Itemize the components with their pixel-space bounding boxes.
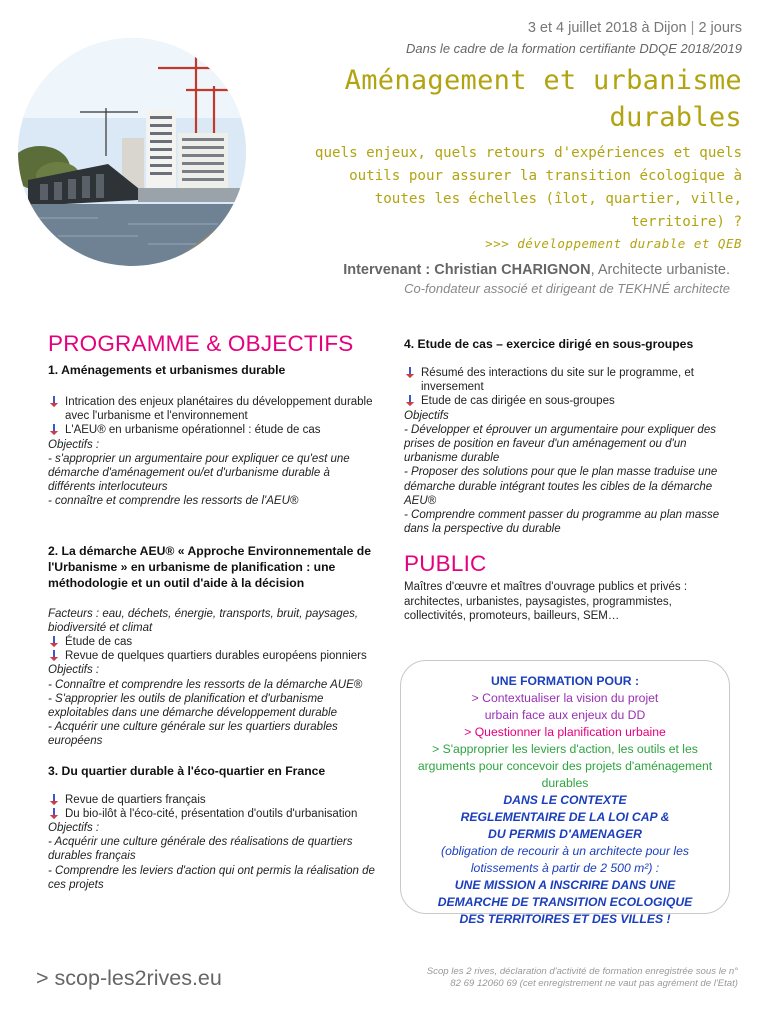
- objective: - Développer et éprouver un argumentaire pour expliquer des prises de position en faveur d'un aménagement ou d'un urbanisme durable: [404, 423, 716, 465]
- objectives-label: Objectifs :: [48, 822, 100, 835]
- date-separator: |: [690, 20, 695, 36]
- objective: - Acquérir une culture générale sur les quartiers durables européens: [48, 721, 338, 748]
- city-waterfront-photo: [18, 38, 246, 266]
- arrow-bullet-icon: [49, 396, 59, 407]
- objectives-label: Objectifs :: [48, 664, 100, 677]
- section-2-title: 2. La démarche AEU® « Approche Environnementale de l'Urbanisme » en urbanisme de planification : une méthodologie et un outil d'aide à la décision: [48, 543, 372, 590]
- page-title: Aménagement et urbanisme durables: [344, 65, 742, 133]
- programme-column: [48, 330, 378, 892]
- list-item-text: L'AEU® en urbanisme opérationnel : étude de cas: [65, 424, 321, 437]
- list-item: [48, 793, 378, 807]
- objective: - connaître et comprendre les ressorts de l'AEU®: [48, 495, 299, 508]
- website-link[interactable]: > scop-les2rives.eu: [36, 966, 222, 990]
- arrow-bullet-icon: [49, 650, 59, 661]
- arrow-bullet-icon: [49, 424, 59, 435]
- objective: - Acquérir une culture générale des réalisations de quartiers durables français: [48, 836, 353, 863]
- speaker-name: Intervenant : Christian CHARIGNON: [343, 262, 591, 278]
- list-item: [404, 394, 724, 408]
- box-line-questionner: > Questionner la planification urbaine: [464, 725, 666, 739]
- event-duration: 2 jours: [698, 20, 742, 36]
- list-item-text: Résumé des interactions du site sur le programme, et inversement: [421, 367, 694, 394]
- arrow-bullet-icon: [49, 636, 59, 647]
- speaker-role: , Architecte urbaniste.: [590, 262, 730, 278]
- legal-notice: Scop les 2 rives, déclaration d'activité de formation enregistrée sous le n° 82 69 12060 69 (cet enregistrement ne vaut pas agrément de l'Etat): [426, 966, 738, 989]
- objective: - Comprendre comment passer du programme au plan masse dans la perspective du durable: [404, 509, 720, 536]
- list-item-text: Étude de cas: [65, 636, 133, 649]
- arrow-bullet-icon: [49, 794, 59, 805]
- list-item: [48, 807, 378, 821]
- section-1-title: 1. Aménagements et urbanismes durable: [48, 363, 286, 377]
- box-obligation: (obligation de recourir à un architecte pour les lotissements à partir de 2 500 m²) :: [441, 844, 689, 875]
- objective: - Proposer des solutions pour que le plan masse traduise une démarche durable intégrant toutes les cibles de la démarche AEU®: [404, 466, 718, 507]
- list-item: [404, 366, 724, 394]
- event-date: 3 et 4 juillet 2018 à Dijon: [527, 20, 687, 36]
- page-subtitle: quels enjeux, quels retours d'expériences et quels outils pour assurer la transition écologique à toutes les échelles (îlot, quartier, ville, territoire) ?: [314, 145, 742, 230]
- objectives-label: Objectifs: [404, 409, 449, 422]
- date-line: [528, 20, 742, 36]
- topic-tag: >>> développement durable et QEB: [485, 236, 742, 251]
- speaker-affiliation: Co-fondateur associé et dirigeant de TEKHNÉ architecte: [404, 281, 730, 296]
- right-column: [404, 336, 724, 623]
- objective: - s'approprier un argumentaire pour expliquer ce qu'est une démarche d'aménagement ou/et d'urbanisme durable à différents interlocuteurs: [48, 452, 350, 494]
- formation-box: [400, 660, 730, 926]
- section-3-title: 3. Du quartier durable à l'éco-quartier en France: [48, 763, 326, 778]
- section-4-title: 4. Etude de cas – exercice dirigé en sous-groupes: [404, 337, 694, 351]
- objectives-label: Objectifs :: [48, 438, 100, 451]
- list-item: [48, 635, 378, 649]
- list-item: [48, 395, 378, 423]
- list-item-text: Revue de quelques quartiers durables européens pionniers: [65, 650, 367, 663]
- arrow-bullet-icon: [49, 808, 59, 819]
- list-item-text: Du bio-ilôt à l'éco-cité, présentation d'outils d'urbanisation: [65, 807, 358, 820]
- arrow-bullet-icon: [405, 395, 415, 406]
- factors-text: Facteurs : eau, déchets, énergie, transports, bruit, paysages, biodiversité et climat: [48, 607, 359, 634]
- list-item-text: Revue de quartiers français: [65, 793, 206, 806]
- public-text: Maîtres d'œuvre et maîtres d'ouvrage publics et privés : architectes, urbanistes, paysagistes, programmistes, collectivités, promoteurs, bailleurs, SEM…: [404, 581, 688, 622]
- speaker-line: [343, 262, 730, 278]
- list-item-text: Intrication des enjeux planétaires du développement durable avec l'urbanisme et l'environnement: [65, 396, 373, 423]
- box-mission: UNE MISSION A INSCRIRE DANS UNE DEMARCHE DE TRANSITION ECOLOGIQUE DES TERRITOIRES ET DES VILLES !: [437, 878, 693, 926]
- objective: - Connaître et comprendre les ressorts de la démarche AUE®: [48, 678, 363, 691]
- objective: - Comprendre les leviers d'action qui ont permis la réalisation de ces projets: [48, 864, 375, 891]
- list-item: [48, 649, 378, 663]
- arrow-bullet-icon: [405, 367, 415, 378]
- list-item-text: Etude de cas dirigée en sous-groupes: [421, 395, 615, 408]
- objective: - S'approprier les outils de planification et d'urbanisme exploitables dans une démarche développement durable: [48, 692, 337, 720]
- box-context: DANS LE CONTEXTE REGLEMENTAIRE DE LA LOI CAP & DU PERMIS D'AMENAGER: [460, 793, 670, 841]
- list-item: [48, 423, 378, 437]
- public-heading: PUBLIC: [404, 551, 487, 577]
- programme-heading: PROGRAMME & OBJECTIFS: [48, 331, 354, 356]
- box-line-approprier: > S'approprier les leviers d'action, les outils et les arguments pour concevoir des projets d'aménagement durables: [417, 742, 713, 790]
- box-line-contextualiser: > Contextualiser la vision du projet urbain face aux enjeux du DD: [471, 691, 659, 722]
- training-context: Dans le cadre de la formation certifiante DDQE 2018/2019: [405, 41, 742, 56]
- box-title: UNE FORMATION POUR :: [490, 674, 640, 688]
